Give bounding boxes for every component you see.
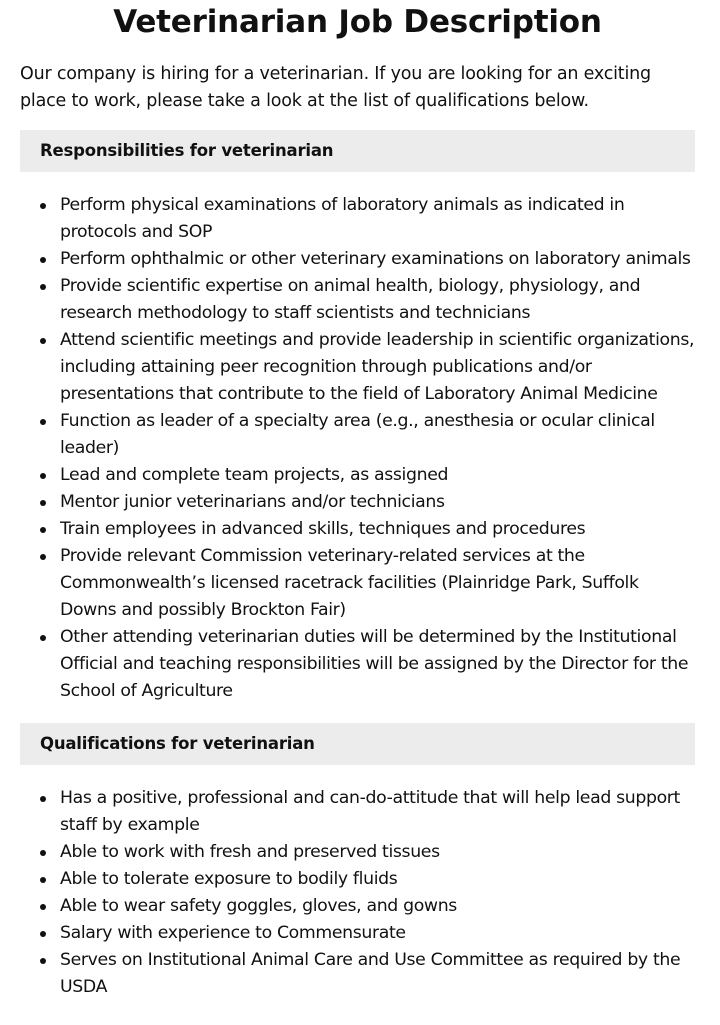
- list-item: Train employees in advanced skills, techniques and procedures: [60, 516, 695, 543]
- list-item: Able to tolerate exposure to bodily fluids: [60, 866, 695, 893]
- list-item: Lead and complete team projects, as assigned: [60, 462, 695, 489]
- list-item: Other attending veterinarian duties will be determined by the Institutional Official and teaching responsibilities will be assigned by the Director for the School of Agriculture: [60, 624, 695, 705]
- list-item: Perform ophthalmic or other veterinary examinations on laboratory animals: [60, 246, 695, 273]
- list-item: Provide scientific expertise on animal health, biology, physiology, and research methodology to staff scientists and technicians: [60, 273, 695, 327]
- list-item: Able to wear safety goggles, gloves, and gowns: [60, 893, 695, 920]
- list-item: Provide relevant Commission veterinary-related services at the Commonwealth’s licensed racetrack facilities (Plainridge Park, Suffolk Downs and possibly Brockton Fair): [60, 543, 695, 624]
- list-item: Function as leader of a specialty area (e.g., anesthesia or ocular clinical leader): [60, 408, 695, 462]
- list-item: Salary with experience to Commensurate: [60, 920, 695, 947]
- qualifications-heading: Qualifications for veterinarian: [20, 723, 695, 765]
- list-item: Perform physical examinations of laboratory animals as indicated in protocols and SOP: [60, 192, 695, 246]
- list-item: Serves on Institutional Animal Care and Use Committee as required by the USDA: [60, 947, 695, 1001]
- list-item: Mentor junior veterinarians and/or technicians: [60, 489, 695, 516]
- list-item: Attend scientific meetings and provide leadership in scientific organizations, including attaining peer recognition through publications and/or presentations that contribute to the field of Laboratory Animal Medicine: [60, 327, 695, 408]
- intro-paragraph: Our company is hiring for a veterinarian. If you are looking for an exciting place to work, please take a look at the list of qualifications below.: [20, 64, 651, 111]
- responsibilities-heading: Responsibilities for veterinarian: [20, 130, 695, 172]
- page-title: Veterinarian Job Description: [113, 4, 602, 40]
- list-item: Has a positive, professional and can-do-attitude that will help lead support staff by example: [60, 785, 695, 839]
- job-description-page: [20, 0, 695, 1001]
- responsibilities-list: [20, 192, 695, 705]
- qualifications-list: [20, 785, 695, 1001]
- list-item: Able to work with fresh and preserved tissues: [60, 839, 695, 866]
